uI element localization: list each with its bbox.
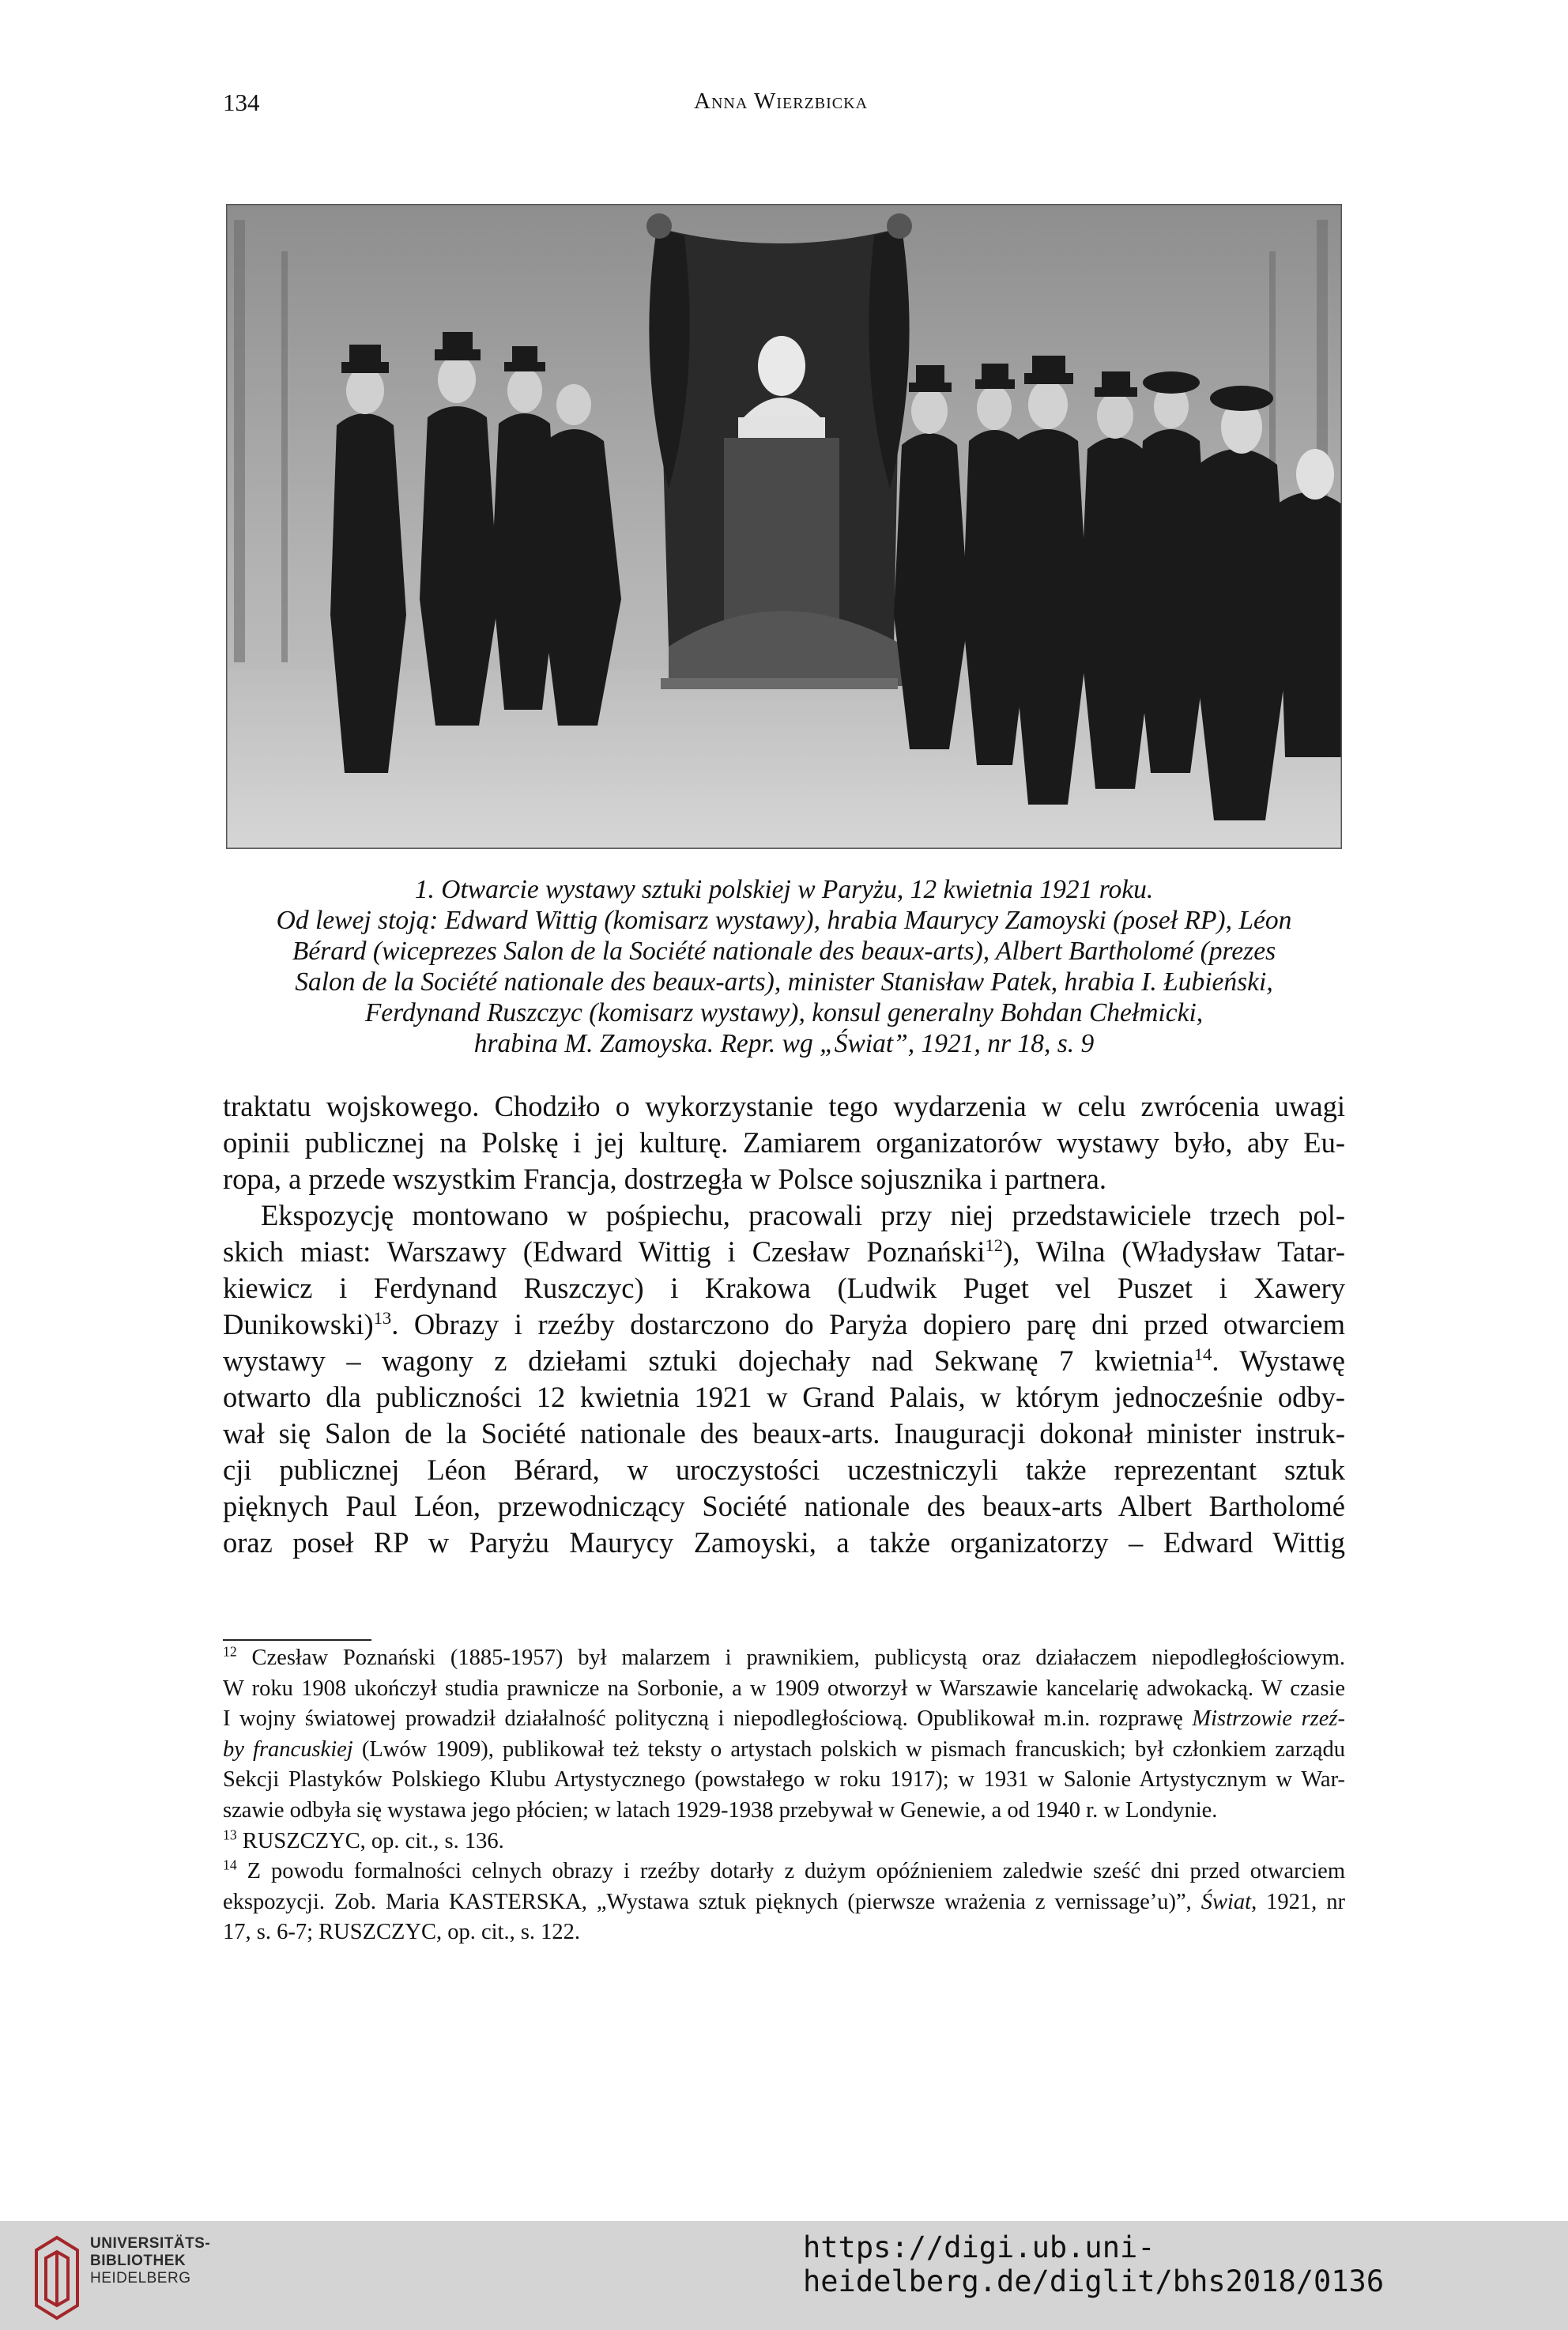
caption-line: hrabina M. Zamoyska. Repr. wg „Świat”, 1921, nr 18, s. 9 [473,1029,1095,1058]
footnote-12 [223,1643,1345,1674]
body-line: oraz poseł RP w Paryżu Maurycy Zamoyski, a także organizatorzy – Edward Wittig [223,1526,1345,1559]
footnote-ref-13: 13 [373,1307,392,1328]
footnote-line: szawie odbyła się wystawa jego płócien; w latach 1929-1938 przebywał w Genewie, a od 1940 r. w Londynie. [223,1797,1218,1823]
footnote-line [223,1735,1345,1766]
logo-line: HEIDELBERG [90,2270,191,2287]
page-number: 134 [223,89,260,116]
historical-photograph [226,204,1342,849]
footnote-line: W roku 1908 ukończył studia prawnicze na Sorbonie, a w 1909 otworzył w Warszawie kancelarię adwokacką. W czasie [223,1676,1345,1701]
caption-line: Bérard (wiceprezes Salon de la Société nationale des beaux-arts), Albert Bartholomé (prezes [292,937,1276,966]
caption-line: Salon de la Société nationale des beaux-arts), minister Stanisław Patek, hrabia I. Łubieński, [295,967,1273,997]
source-url-link[interactable]: https://digi.ub.uni-heidelberg.de/diglit/bhs2018/0136 [803,2230,1385,2298]
footnote-ref-12: 12 [985,1235,1004,1255]
body-line: opinii publicznej na Polskę i jej kulturę. Zamiarem organizatorów wystawy było, aby Eu- [223,1126,1345,1159]
footnote-ref-14: 14 [1193,1344,1212,1364]
footnote-text: RUSZCZYC, op. cit., s. 136. [236,1828,504,1853]
footnote-text: Czesław Poznański (1885-1957) był malarzem i prawnikiem, publicystą oraz działaczem niepodległościowym. [251,1646,1346,1670]
journal-title-italic: Świat [1200,1889,1252,1914]
footnote-line: Sekcji Plastyków Polskiego Klubu Artystycznego (powstałego w roku 1917); w 1931 w Salonie Artystycznym w War- [223,1767,1345,1793]
footnote-text: I wojny światowej prowadził działalność polityczną i niepodległościową. Opublikował m.in. rozprawę [223,1706,1193,1732]
body-text-segment: ), Wilna (Władysław Tatar- [1003,1235,1345,1268]
running-head: Anna Wierzbicka [694,89,869,114]
footnotes [223,1643,1345,1948]
body-line: kiewicz i Ferdynand Ruszczyc) i Krakowa (Ludwik Puget vel Puszet i Xawery [223,1272,1345,1304]
body-line [223,1234,1345,1270]
body-text-segment: skich miast: Warszawy (Edward Wittig i Czesław Poznański [223,1235,986,1268]
footnote-line: 17, s. 6-7; RUSZCZYC, op. cit., s. 122. [223,1920,581,1945]
footnote-title-italic: Mistrzowie rzeź- [1192,1706,1346,1732]
footnote-line [223,1887,1345,1918]
footnote-number: 12 [223,1643,237,1660]
body-line: Ekspozycję montowano w pośpiechu, pracowali przy niej przedstawiciele trzech pol- [261,1199,1345,1231]
body-text [223,1088,1345,1561]
body-line: otwarto dla publiczności 12 kwietnia 1921 w Grand Palais, w którym jednocześnie odby- [223,1381,1345,1413]
logo-line: BIBLIOTHEK [90,2253,187,2269]
body-line: cji publicznej Léon Bérard, w uroczystości uczestniczyli także reprezentant sztuk [223,1453,1345,1486]
footnote-number: 13 [223,1827,237,1843]
footnote-title-italic: by francuskiej [223,1736,353,1762]
footnote-text: ekspozycji. Zob. Maria KASTERSKA, „Wystawa sztuk pięknych (pierwsze wrażenia z vernissage’u)”, [223,1889,1201,1914]
figure-caption [190,874,1378,1059]
body-text-segment: . Wystawę [1212,1344,1345,1377]
body-line: wał się Salon de la Société nationale des beaux-arts. Inauguracji dokonał minister instruk- [223,1417,1345,1450]
body-line [223,1343,1345,1379]
logo-line: UNIVERSITÄTS- [90,2235,211,2252]
body-line: ropa, a przede wszystkim Francja, dostrzegła w Polsce sojusznika i partnera. [223,1163,1106,1195]
footnote-text: (Lwów 1909), publikował też teksty o artystach polskich w pismach francuskich; był członkiem zarządu [352,1736,1345,1762]
footnote-14 [223,1857,1345,1887]
footnote-13 [223,1827,1345,1857]
footnote-separator [223,1639,371,1641]
body-text-segment: . Obrazy i rzeźby dostarczono do Paryża dopiero parę dni przed otwarciem [391,1308,1345,1340]
caption-line: Ferdynand Ruszczyc (komisarz wystawy), konsul generalny Bohdan Chełmicki, [364,998,1204,1027]
caption-line: 1. Otwarcie wystawy sztuki polskiej w Paryżu, 12 kwietnia 1921 roku. [414,875,1154,904]
body-line: traktatu wojskowego. Chodziło o wykorzystanie tego wydarzenia w celu zwrócenia uwagi [223,1090,1345,1122]
body-line [223,1306,1345,1343]
body-text-segment: Dunikowski) [223,1308,374,1340]
footnote-line [223,1704,1345,1735]
footnote-number: 14 [223,1857,237,1873]
footnote-text: Z powodu formalności celnych obrazy i rzeźby dotarły z dużym opóźnieniem zaledwie sześć dni przed otwarciem [236,1859,1345,1884]
library-logo-text [90,2235,210,2287]
body-line: pięknych Paul Léon, przewodniczący Société nationale des beaux-arts Albert Bartholomé [223,1490,1345,1522]
body-text-segment: wystawy – wagony z dziełami sztuki dojechały nad Sekwanę 7 kwietnia [223,1344,1194,1377]
library-logo-icon [32,2226,82,2321]
footnote-text: , 1921, nr [1251,1889,1345,1914]
caption-line: Od lewej stoją: Edward Wittig (komisarz wystawy), hrabia Maurycy Zamoyski (poseł RP), Léon [276,906,1292,935]
